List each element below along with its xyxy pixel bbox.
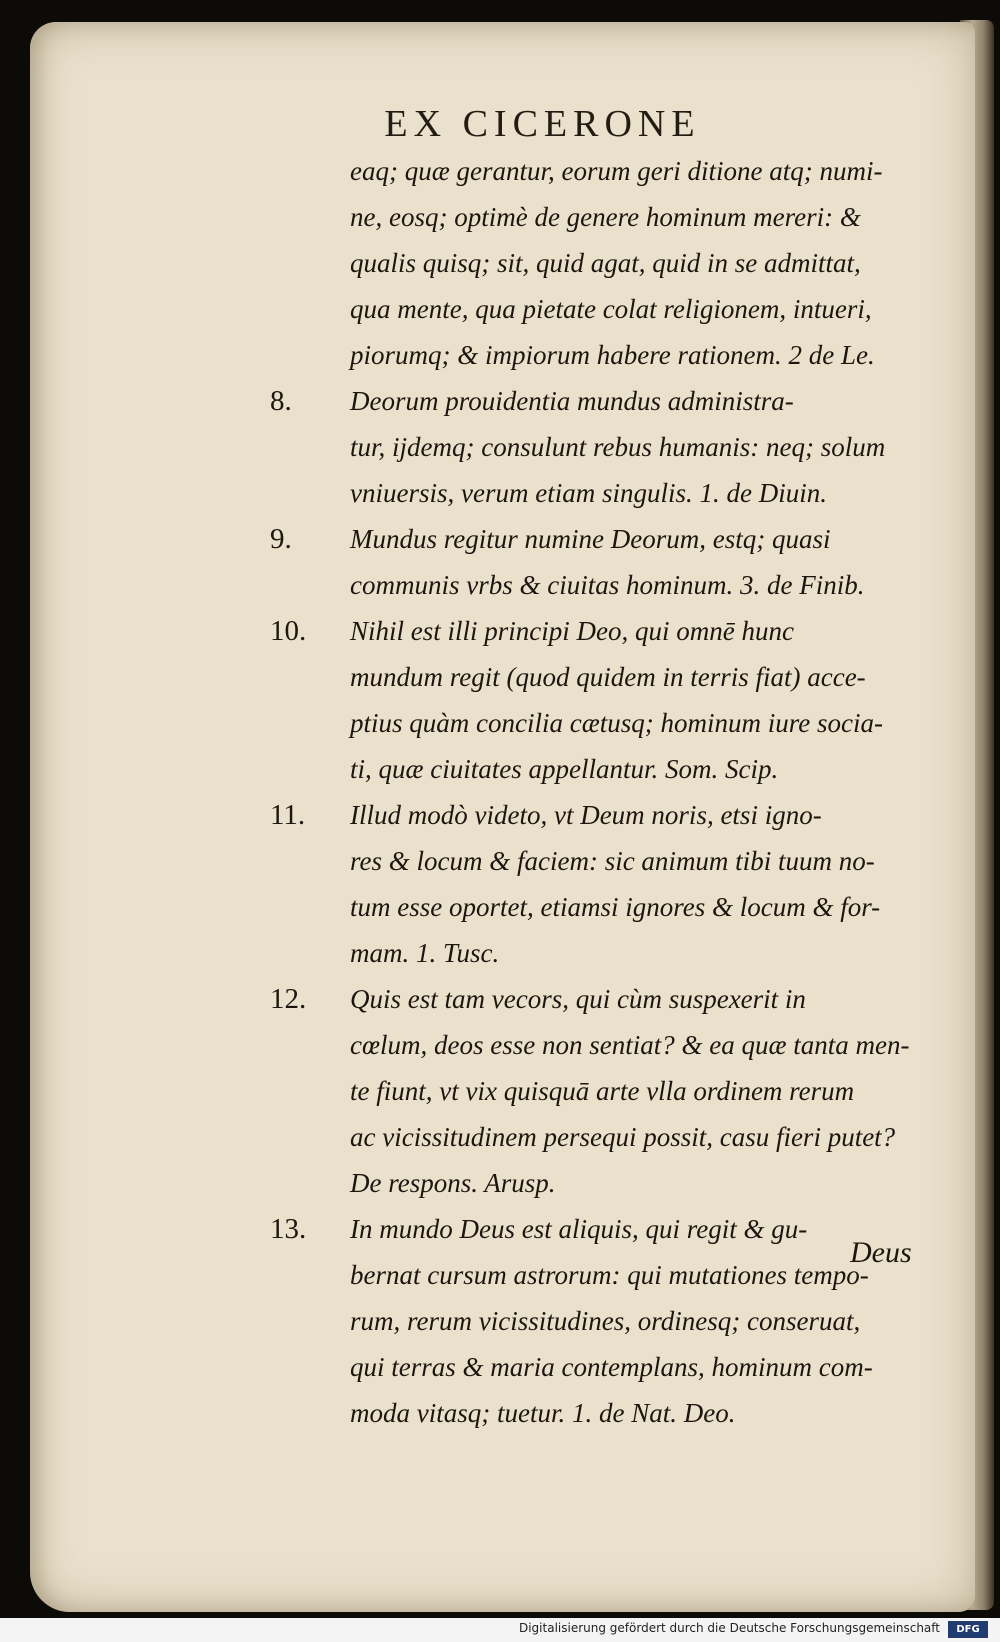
line-text: rum, rerum vicissitudines, ordinesq; conseruat,	[350, 1306, 861, 1336]
section-number	[270, 332, 350, 378]
section-number: 11.	[270, 799, 306, 831]
text-line	[270, 1298, 922, 1344]
text-line	[270, 884, 922, 930]
line-text: Nihil est illi principi Deo, qui omnē hunc	[350, 616, 794, 646]
section-number	[270, 1390, 350, 1436]
section-number: 12.	[270, 983, 307, 1015]
text-line	[270, 1068, 922, 1114]
section-number: 10.	[270, 615, 307, 647]
text-line	[270, 1114, 922, 1160]
text-line	[270, 240, 922, 286]
section-number: 13.	[270, 1213, 307, 1245]
footer-bar	[0, 1618, 1000, 1642]
text-line	[270, 930, 922, 976]
text-line	[270, 424, 922, 470]
text-line	[270, 976, 922, 1022]
line-text: ptius quàm concilia cætusq; hominum iure socia-	[350, 708, 883, 738]
line-text: De respons. Arusp.	[350, 1168, 556, 1198]
line-text: eaq; quæ gerantur, eorum geri ditione atq; numi-	[350, 156, 883, 186]
text-line	[270, 700, 922, 746]
line-text: qualis quisq; sit, quid agat, quid in se admittat,	[350, 248, 861, 278]
section-number	[270, 654, 350, 700]
text-line	[270, 1344, 922, 1390]
text-line	[270, 1022, 922, 1068]
section-number	[270, 1252, 350, 1298]
line-text: mam. 1. Tusc.	[350, 938, 500, 968]
section-number	[270, 424, 350, 470]
line-text: cœlum, deos esse non sentiat? & ea quæ tanta men-	[350, 1030, 910, 1060]
text-line	[270, 1206, 922, 1252]
text-line	[270, 516, 922, 562]
section-number	[270, 1022, 350, 1068]
text-line	[270, 792, 922, 838]
section-number	[270, 1068, 350, 1114]
line-text: tur, ijdemq; consulunt rebus humanis: neq; solum	[350, 432, 886, 462]
section-number	[270, 746, 350, 792]
text-line	[270, 608, 922, 654]
text-line	[270, 148, 922, 194]
section-number: 9.	[270, 523, 292, 555]
line-text: moda vitasq; tuetur. 1. de Nat. Deo.	[350, 1398, 736, 1428]
line-text: qua mente, qua pietate colat religionem, intueri,	[350, 294, 872, 324]
section-number	[270, 1160, 350, 1206]
line-text: Quis est tam vecors, qui cùm suspexerit in	[350, 984, 806, 1014]
section-number	[270, 1298, 350, 1344]
running-head: EX CICERONE	[384, 103, 701, 145]
section-number	[270, 562, 350, 608]
text-line	[270, 1160, 922, 1206]
line-text: Illud modò videto, vt Deum noris, etsi igno-	[350, 800, 822, 830]
section-number	[270, 884, 350, 930]
line-text: Mundus regitur numine Deorum, estq; quasi	[350, 524, 831, 554]
text-line	[270, 286, 922, 332]
text-line	[270, 470, 922, 516]
section-number	[270, 286, 350, 332]
text-line	[270, 562, 922, 608]
section-number	[270, 470, 350, 516]
funding-note: Digitalisierung gefördert durch die Deutsche Forschungsgemeinschaft	[518, 1621, 940, 1635]
line-text: res & locum & faciem: sic animum tibi tuum no-	[350, 846, 875, 876]
section-number	[270, 194, 350, 240]
line-text: tum esse oportet, etiamsi ignores & locum & for-	[350, 892, 881, 922]
text-line	[270, 194, 922, 240]
text-line	[270, 654, 922, 700]
line-text: Deorum prouidentia mundus administra-	[350, 386, 794, 416]
line-text: te fiunt, vt vix quisquā arte vlla ordinem rerum	[350, 1076, 855, 1106]
catchword: Deus	[850, 1236, 912, 1269]
section-number	[270, 1344, 350, 1390]
line-text: ti, quæ ciuitates appellantur. Som. Scip.	[350, 754, 779, 784]
dfg-logo: DFG	[948, 1621, 988, 1638]
section-number	[270, 700, 350, 746]
section-number	[270, 240, 350, 286]
line-text: qui terras & maria contemplans, hominum com-	[350, 1352, 873, 1382]
line-text: In mundo Deus est aliquis, qui regit & gu-	[350, 1214, 808, 1244]
line-text: ne, eosq; optimè de genere hominum mereri: &	[350, 202, 861, 232]
line-text: mundum regit (quod quidem in terris fiat) acce-	[350, 662, 866, 692]
text-line	[270, 746, 922, 792]
line-text: vniuersis, verum etiam singulis. 1. de Diuin.	[350, 478, 827, 508]
section-number: 8.	[270, 385, 292, 417]
text-line	[270, 1390, 922, 1436]
section-number	[270, 930, 350, 976]
text-line	[270, 378, 922, 424]
text-block	[270, 148, 922, 1436]
section-number	[270, 148, 350, 194]
text-line	[270, 1252, 922, 1298]
section-number	[270, 838, 350, 884]
text-line	[270, 838, 922, 884]
line-text: piorumq; & impiorum habere rationem. 2 de Le.	[350, 340, 875, 370]
section-number	[270, 1114, 350, 1160]
line-text: ac vicissitudinem persequi possit, casu fieri putet?	[350, 1122, 896, 1152]
text-line	[270, 332, 922, 378]
line-text: bernat cursum astrorum: qui mutationes tempo-	[350, 1260, 869, 1290]
line-text: communis vrbs & ciuitas hominum. 3. de Finib.	[350, 570, 865, 600]
